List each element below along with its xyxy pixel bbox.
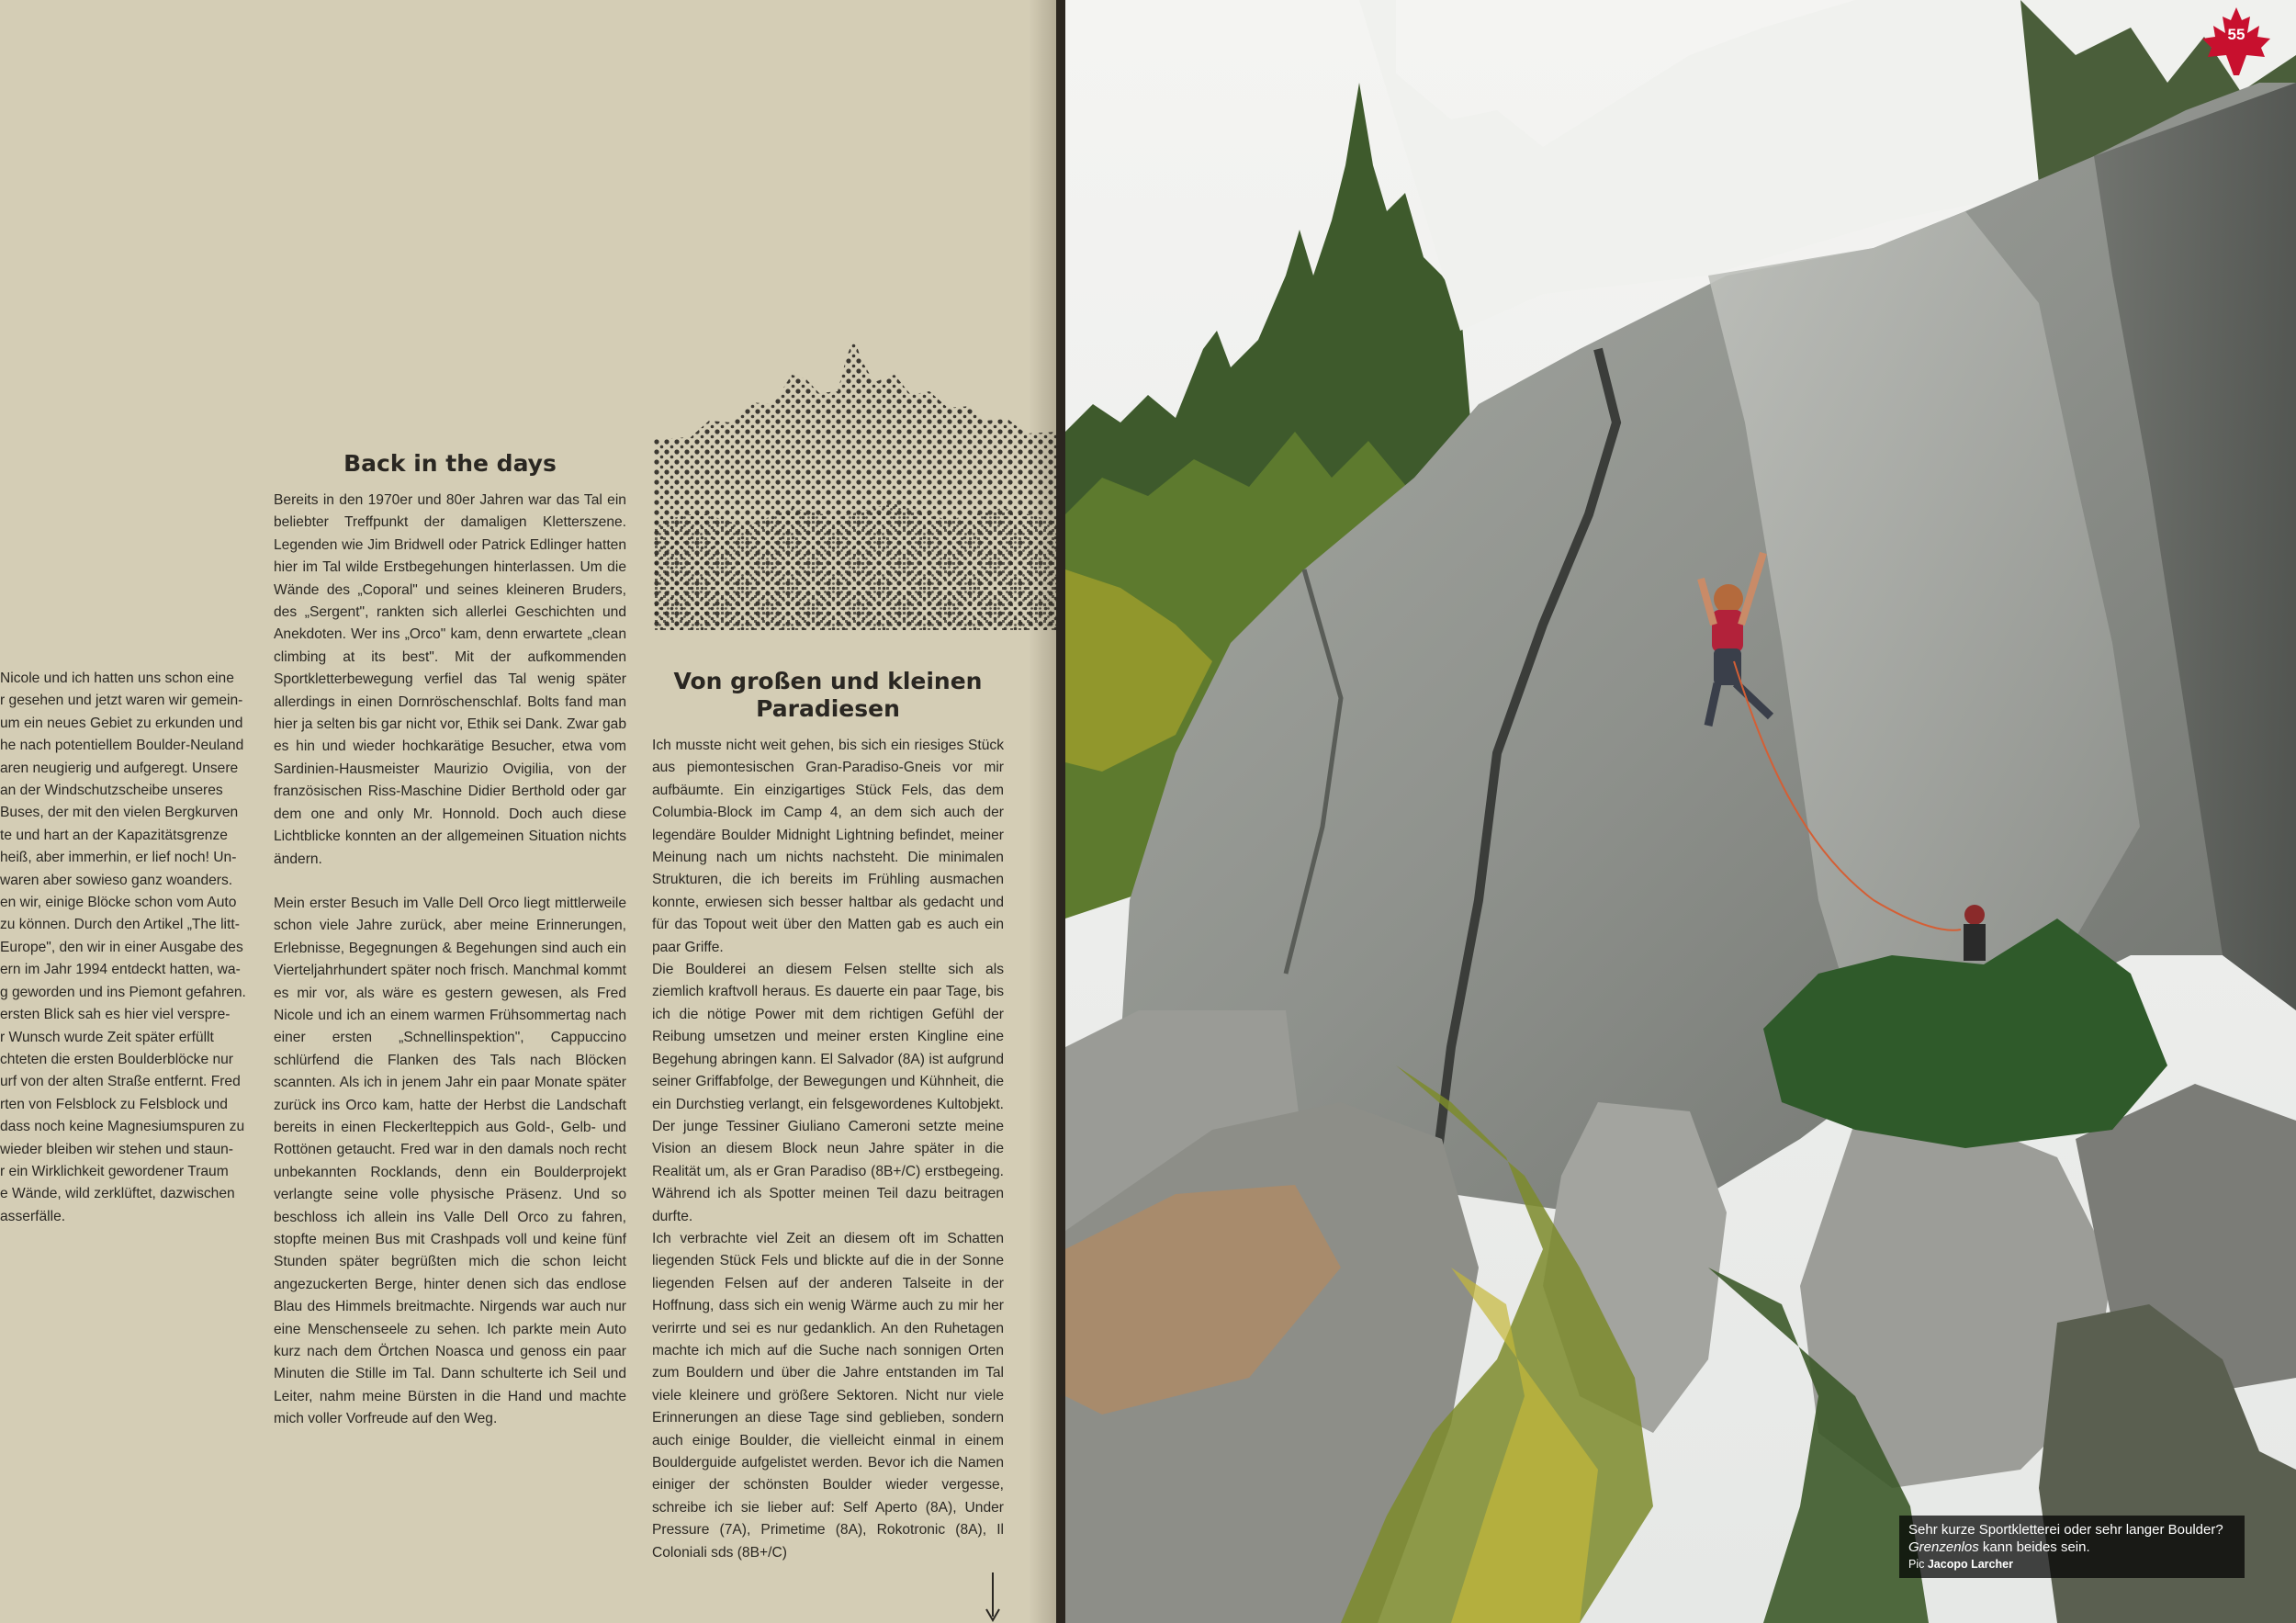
section-heading-back-in-the-days: Back in the days: [343, 450, 557, 477]
photo-illustration: [1065, 0, 2296, 1623]
paragraph: Die Boulderei an diesem Felsen stellte sich als ziemlich kraftvoll heraus. Es dauerte ein paar Tage, bis ich die nötige Power mit dem richtigen Gefühl der Reibung umsetzen und meiner ersten Kingline eine Begehung abringen kann. El Salvador (8A) ist aufgrund seiner Griffabfolge, der Bewegungen und Kühnheit, die ein Durchstieg verlangt, ein felsgewordenes Kultobjekt. Der junge Tessiner Giuliano Cameroni setzte meine Vision an diesem Block neun Jahre später in die Realität um, als er Gran Paradiso (8B+/C) erstbegeing. Während ich als Spotter meinen Teil dazu beitragen durfte.: [652, 962, 1004, 1224]
caption-line-2: [1908, 1538, 2235, 1556]
paragraph: Bereits in den 1970er und 80er Jahren war das Tal ein beliebter Treffpunkt der damaligen Kletterszene. Legenden wie Jim Bridwell oder Patrick Edlinger hatten hier im Tal wilde Erstbegehungen hinterlassen. Um die Wände des „Coporal" und seines kleineren Bruders, des „Sergent", rankten sich allerlei Geschichten und Anekdoten. Wer ins „Orco" kam, denn erwartete „clean climbing at its best". Mit der aufkommenden Sportkletterbewegung verfiel das Tal wenig später allerdings in einen Dornröschenschlaf. Bolts fand man hier ja selten bis gar nicht vor, Ethik sei Dank. Zwar gab es hin und wieder hochkarätige Besucher, etwa vom Sardinien-Hausmeister Maurizio Ovigilia, von der französischen Riss-Maschine Didier Berthold oder gar dem one and only Mr. Honnold. Doch auch diese Lichtblicke konnten an der allgemeinen Situation nichts ändern.: [274, 492, 626, 867]
bouldering-photo: [1065, 0, 2296, 1623]
caption-line-2-text: kann beides sein.: [1978, 1539, 2090, 1555]
section-heading-von-grossen-und-kleinen-paradiesen: [652, 668, 1004, 723]
paragraph: Ich verbrachte viel Zeit an diesem oft im Schatten liegenden Stück Fels und blickte auf die in der Sonne liegenden Felsen auf der anderen Talseite in der Hoffnung, dass sich ein wenig Wärme auch zu mir her verirrte und sei es nur gedanklich. An den Ruhetagen machte ich mich auf die Suche nach sonnigen Orten zum Bouldern und über die Jahre entstanden im Tal viele kleinere und größere Sektoren. Nicht nur viele Erinnerungen an diese Tage sind geblieben, sondern auch einige Boulder, die vielleicht einmal in einem Boulderguide aufgelistet werden. Bevor ich die Namen einiger der schönsten Boulder wieder vergesse, schreibe ich sie lieber auf: Self Aperto (8A), Under Pressure (7A), Primetime (8A), Rokotronic (8A), Il Coloniali sds (8B+/C): [652, 1230, 1004, 1561]
text-column-2: [274, 490, 626, 1431]
photo-credit: [1908, 1556, 2235, 1573]
heading-text: Von großen und kleinen Paradiesen: [673, 668, 983, 722]
caption-line-1: Sehr kurze Sportkletterei oder sehr langer Boulder?: [1908, 1522, 2223, 1538]
credit-prefix: Pic: [1908, 1558, 1928, 1571]
text-column-1: [0, 668, 248, 1228]
text-column-3: [652, 735, 1004, 1564]
caption-route-name: Grenzenlos: [1908, 1539, 1979, 1555]
page-number: 55: [2227, 26, 2245, 43]
paragraph: Nicole und ich hatten uns schon eine r gesehen und jetzt waren wir gemein- um ein neues Gebiet zu erkunden und he nach potentiellem Boulder-Neuland aren neugierig und aufgeregt. Unsere an der Windschutzscheibe unseres Buses, der mit den vielen Bergkurven te und hart an der Kapazitätsgrenze heiß, aber immerhin, er lief noch! Un- waren aber sowieso ganz woanders. en wir, einige Blöcke schon vom Auto zu können. Durch den Artikel „The litt- Europe", den wir in einer Ausgabe des ern im Jahr 1994 entdeckt hatten, wa- g geworden und ins Piemont gefahren. ersten Blick sah es hier viel verspre- r Wunsch wurde Zeit später erfüllt chteten die ersten Boulderblöcke nur urf von der alten Straße entfernt. Fred rten von Felsblock zu Felsblock und dass noch keine Magnesiumspuren zu wieder bleiben wir stehen und staun- r ein Wirklichkeit gewordener Traum e Wände, wild zerklüftet, dazwischen asserfälle.: [0, 671, 246, 1224]
arrow-down-icon: [984, 1572, 1002, 1623]
photo-caption: [1899, 1516, 2245, 1578]
left-page: [0, 0, 1065, 1623]
credit-name: Jacopo Larcher: [1927, 1558, 2013, 1571]
paragraph: Ich musste nicht weit gehen, bis sich ein riesiges Stück aus piemontesischen Gran-Paradiso-Gneis vor mir aufbäumte. Ein einzigartiges Stück Fels, das dem Columbia-Block im Camp 4, an dem sich auch der legendäre Boulder Midnight Lightning befindet, meiner Meinung nach um nichts nachsteht. Die minimalen Strukturen, die ich bereits im Frühling ausmachen konnte, erwiesen sich besser haltbar als gedacht und für das Topout weit über den Matten gab es auch ein paar Griffe.: [652, 738, 1004, 955]
paragraph: Mein erster Besuch im Valle Dell Orco liegt mittlerweile schon viele Jahre zurück, aber meine Erinnerungen, Erlebnisse, Begegnungen & Begehungen sind auch ein Vierteljahrhundert später noch frisch. Manchmal kommt es mir vor, als wäre es gestern gewesen, als Fred Nicole und ich an einem warmen Frühsommertag nach einer ersten „Schnellinspektion", Cappuccino schlürfend die Flanken des Tals nach Blöcken scannten. Als ich in jenem Jahr ein paar Monate später zurück ins Orco kam, hatte der Herbst die Landschaft bereits in einen Fleckerlteppich aus Gold-, Gelb- und Rottönen getaucht. Fred war in den damals noch recht unbekannten Rocklands, denn ein Boulderprojekt verlangte seine volle physische Präsenz. Und so beschloss ich allein ins Valle Dell Orco zu fahren, stopfte meinen Bus mit Crashpads voll und keine fünf Stunden später begrüßten mich die schon leicht angezuckerten Berge, hinter denen sich das endlose Blau des Himmels breitmachte. Nirgends war auch nur eine Menschenseele zu sehen. Ich parkte mein Auto kurz nach dem Örtchen Noasca und genoss ein paar Minuten die Stille im Tal. Dann schulterte ich Seil und Leiter, nahm meine Bürsten in die Hand und machte mich voller Vorfreude auf den Weg.: [274, 895, 626, 1427]
halftone-skyline-illustration: [654, 338, 1058, 643]
